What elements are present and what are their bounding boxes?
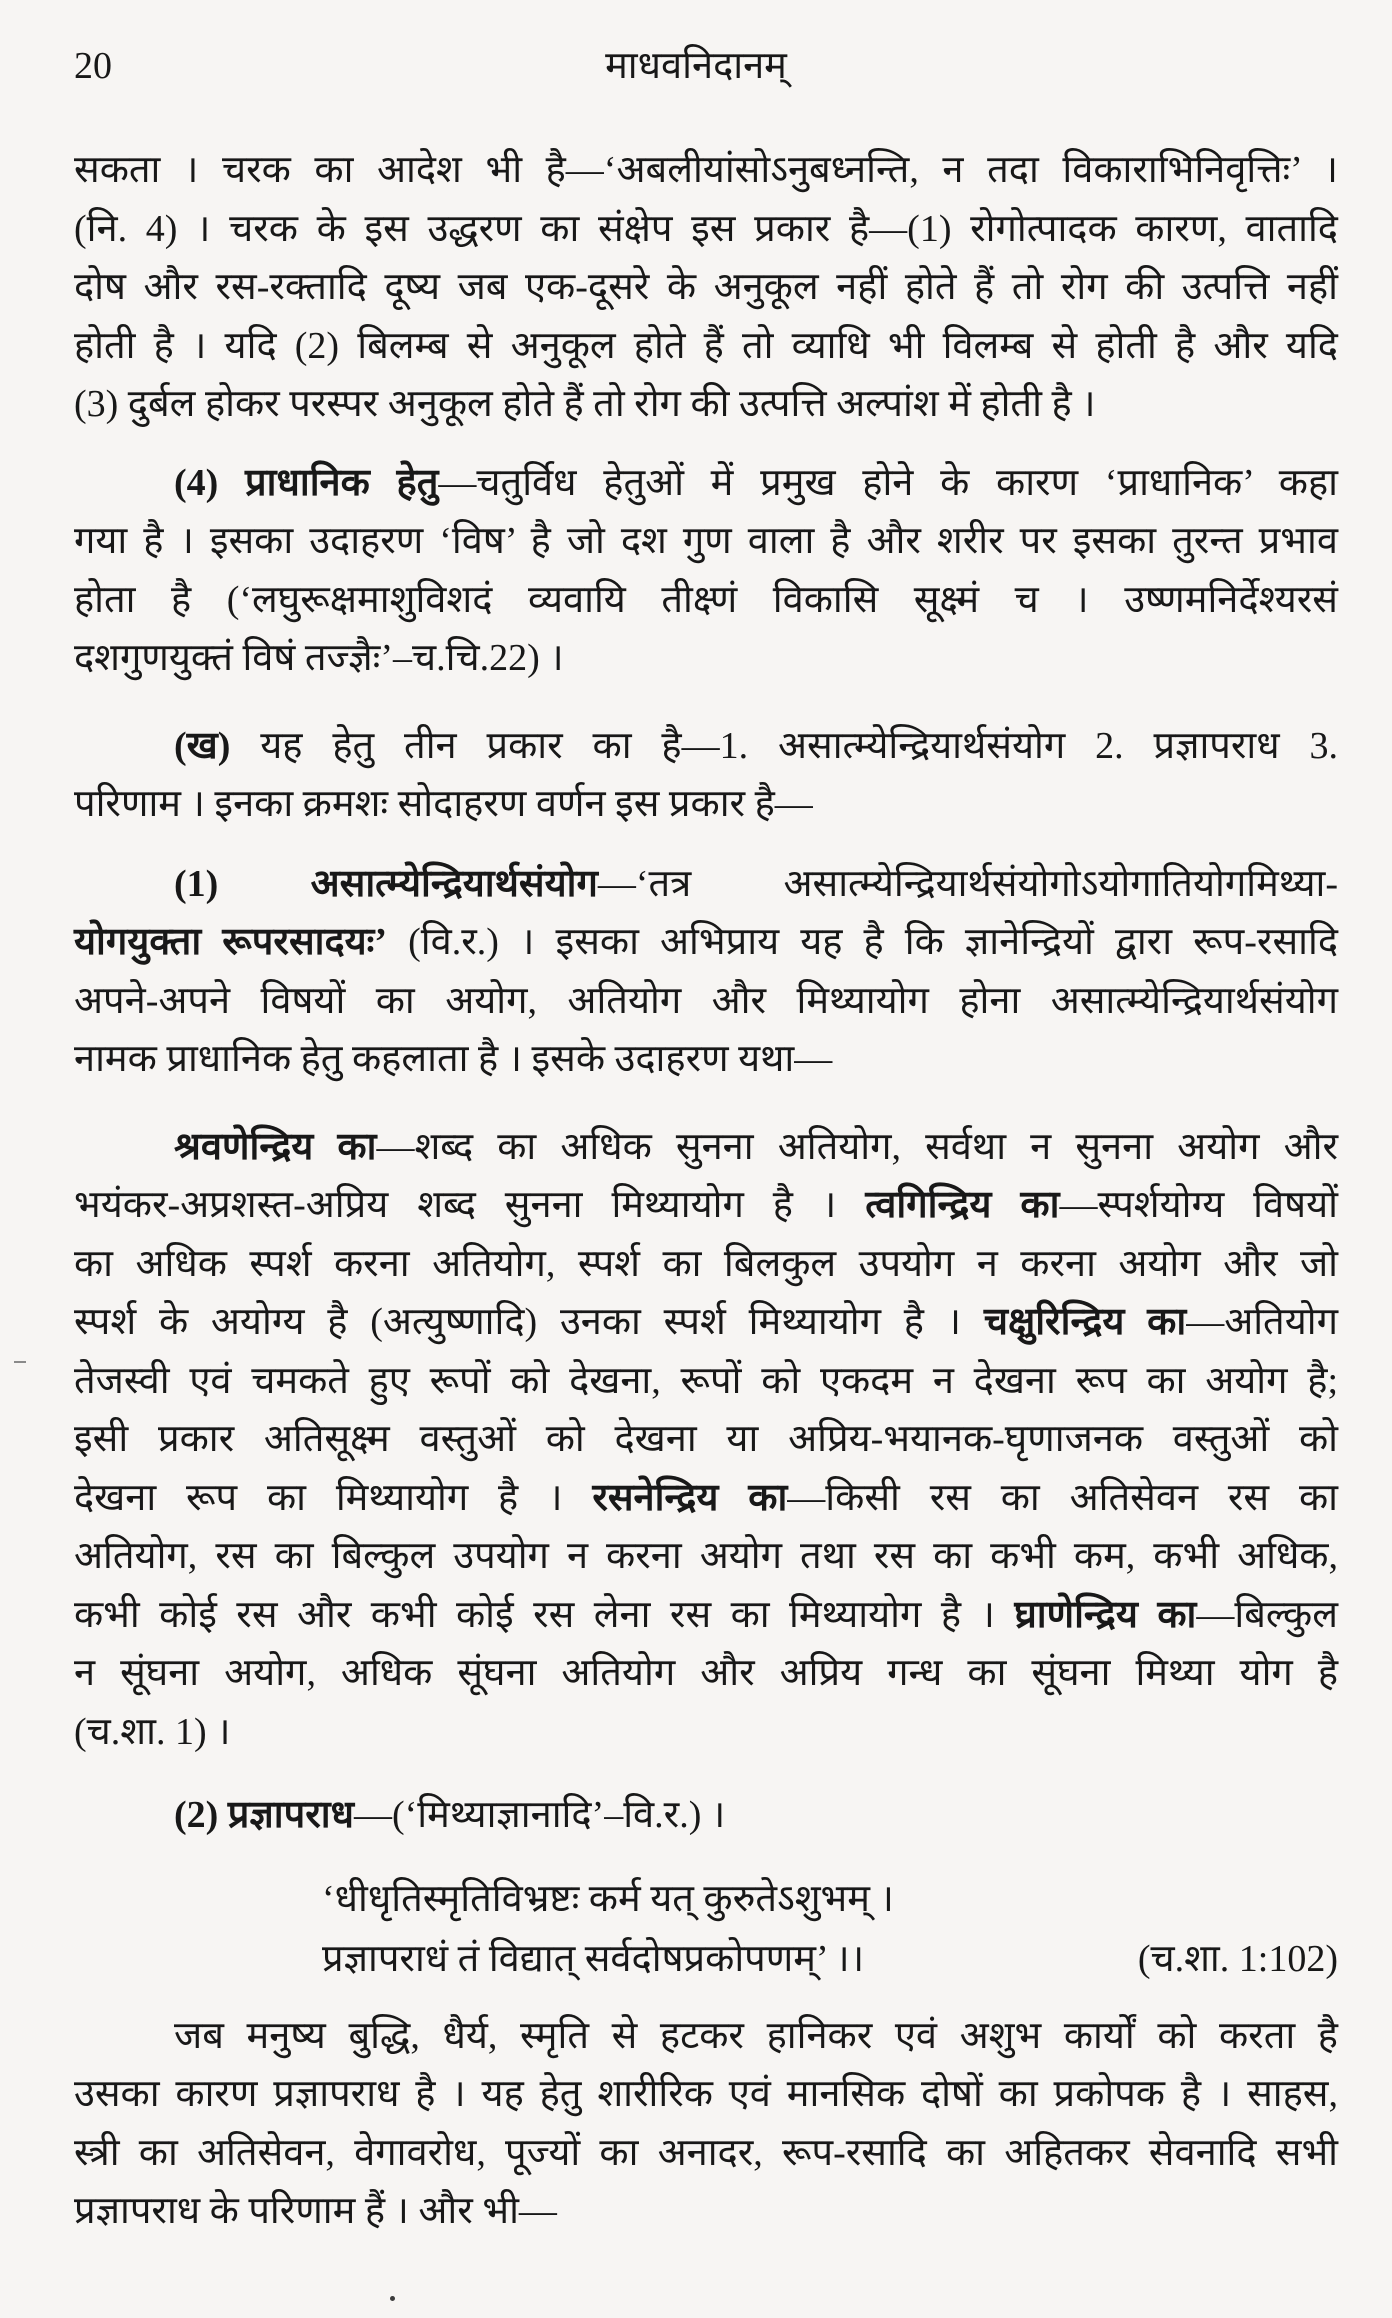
bold-term: चक्षुरिन्द्रिय का (983, 1301, 1187, 1343)
text-line (74, 1293, 1338, 1352)
page-body (74, 141, 1338, 2241)
text-segment: —बिल्कुल (1196, 1593, 1338, 1636)
text-segment: स्पर्श के अयोग्य है (अत्युष्णादि) उनका स्पर्श मिथ्यायोग है । (74, 1301, 984, 1343)
text-line: जब मनुष्य बुद्धि, धैर्य, स्मृति से हटकर हानिकर एवं अशुभ कार्यों को करता है (174, 2014, 1338, 2057)
page-header (0, 37, 1392, 95)
text-segment: —किसी रस का अतिसेवन रस का (787, 1476, 1338, 1519)
paragraph-kha (74, 717, 1338, 834)
bold-term: योगयुक्ता रूपरसादयः’ (74, 921, 388, 963)
text-segment: —अतियोग (1186, 1301, 1338, 1343)
text-line: अतियोग, रस का बिल्कुल उपयोग न करना अयोग तथा रस का कभी कम, कभी अधिक, (74, 1535, 1338, 1577)
text-line: स्त्री का अतिसेवन, वेगावरोध, पूज्यों का अनादर, रूप-रसादि का अहितकर सेवनादि सभी (74, 2131, 1338, 2174)
text-line (74, 1176, 1338, 1235)
text-line: (3) दुर्बल होकर परस्पर अनुकूल होते हैं तो रोग की उत्पत्ति अल्पांश में होती है । (74, 383, 1096, 425)
scan-speck (14, 1361, 26, 1363)
verse-line: ‘धीधृतिस्मृतिविभ्रष्टः कर्म यत् कुरुतेऽशुभम् । (322, 1877, 894, 1920)
text-segment: कभी कोई रस और कभी कोई रस लेना रस का मिथ्यायोग है । (74, 1593, 1015, 1636)
text-line (74, 1786, 1338, 1845)
text-line: होता है (‘लघुरूक्षमाशुविशदं व्यवायि तीक्ष्णं विकासि सूक्ष्मं च । उष्णमनिर्देश्यरसं (74, 578, 1338, 621)
bold-heading: (2) प्रज्ञापराध (174, 1794, 354, 1836)
page-number: 20 (74, 45, 112, 87)
text-line (74, 913, 1338, 972)
bold-heading: (4) प्राधानिक हेतु (174, 461, 439, 504)
text-line: अपने-अपने विषयों का अयोग, अतियोग और मिथ्यायोग होना असात्म्येन्द्रियार्थसंयोग (74, 979, 1338, 1022)
text-line (74, 1469, 1338, 1528)
bold-heading: (ख) (174, 724, 231, 767)
text-segment: —(‘मिथ्याज्ञानादि’–वि.र.) । (353, 1794, 726, 1836)
text-line: तेजस्वी एवं चमकते हुए रूपों को देखना, रूपों को एकदम न देखना रूप का अयोग है; (74, 1359, 1338, 1402)
text-segment: —चतुर्विध हेतुओं में प्रमुख होने के कारण ‘प्राधानिक’ कहा (438, 461, 1338, 504)
running-title: माधवनिदानम् (605, 45, 787, 87)
text-line: (नि. 4) । चरक के इस उद्धरण का संक्षेप इस प्रकार है—(1) रोगोत्पादक कारण, वातादि (74, 207, 1338, 250)
verse-quotation (74, 1869, 1338, 1989)
paragraph-asatmyendriyarthasamyoga (74, 855, 1338, 1089)
text-line: परिणाम । इनका क्रमशः सोदाहरण वर्णन इस प्रकार है— (74, 783, 813, 825)
paragraph-explanation (74, 2007, 1338, 2241)
bold-term: श्रवणेन्द्रिय का (174, 1125, 377, 1168)
text-segment: भयंकर-अप्रशस्त-अप्रिय शब्द सुनना मिथ्यायोग है । (74, 1184, 866, 1226)
text-line (74, 454, 1338, 513)
scan-speck (390, 2296, 395, 2301)
text-line (74, 717, 1338, 776)
verse-line (322, 1929, 1338, 1989)
text-line: का अधिक स्पर्श करना अतियोग, स्पर्श का बिलकुल उपयोग न करना अयोग और जो (74, 1242, 1338, 1285)
text-line: प्रज्ञापराध के परिणाम हैं । और भी— (74, 2190, 557, 2232)
text-line (74, 1118, 1338, 1177)
text-segment: (वि.र.) । इसका अभिप्राय यह है कि ज्ञानेन्द्रियों द्वारा रूप-रसादि (387, 921, 1339, 963)
verse-reference: (च.शा. 1:102) (1137, 1937, 1338, 1980)
paragraph-indriya-examples (74, 1118, 1338, 1762)
bold-term: घ्राणेन्द्रिय का (1014, 1593, 1197, 1636)
text-line: दोष और रस-रक्तादि दूष्य जब एक-दूसरे के अनुकूल नहीं होते हैं तो रोग की उत्पत्ति नहीं (74, 266, 1338, 308)
text-line: इसी प्रकार अतिसूक्ष्म वस्तुओं को देखना या अप्रिय-भयानक-घृणाजनक वस्तुओं को (74, 1418, 1338, 1460)
bold-term: रसनेन्द्रिय का (592, 1476, 788, 1519)
text-line: गया है । इसका उदाहरण ‘विष’ है जो दश गुण वाला है और शरीर पर इसका तुरन्त प्रभाव (74, 520, 1338, 562)
text-segment: —स्पर्शयोग्य विषयों (1059, 1184, 1338, 1226)
text-line: सकता । चरक का आदेश भी है—‘अबलीयांसोऽनुबध्नन्ति, न तदा विकाराभिनिवृत्तिः’ । (74, 149, 1338, 191)
text-line: न सूंघना अयोग, अधिक सूंघना अतियोग और अप्रिय गन्ध का सूंघना मिथ्या योग है (74, 1652, 1338, 1694)
bold-heading: (1) असात्म्येन्द्रियार्थसंयोग (174, 862, 598, 905)
paragraph-prajnaparadha (74, 1786, 1338, 1845)
paragraph-continuation (74, 141, 1338, 434)
paragraph-pradhanik-hetu (74, 454, 1338, 688)
verse-line-text: प्रज्ञापराधं तं विद्यात् सर्वदोषप्रकोपणम्’ ।। (322, 1937, 865, 1980)
bold-term: त्वगिन्द्रिय का (865, 1184, 1060, 1226)
text-segment: यह हेतु तीन प्रकार का है—1. असात्म्येन्द्रियार्थसंयोग 2. प्रज्ञापराध 3. (230, 724, 1338, 767)
text-line: (च.शा. 1) । (74, 1710, 231, 1753)
text-segment: देखना रूप का मिथ्यायोग है । (74, 1476, 593, 1519)
text-line: नामक प्राधानिक हेतु कहलाता है । इसके उदाहरण यथा— (74, 1038, 833, 1080)
text-segment: —शब्द का अधिक सुनना अतियोग, सर्वथा न सुनना अयोग और (376, 1125, 1338, 1168)
text-segment: —‘तत्र असात्म्येन्द्रियार्थसंयोगोऽयोगातियोगमिथ्या- (597, 862, 1339, 905)
text-line: दशगुणयुक्तं विषं तज्ज्ञैः’–च.चि.22) । (74, 637, 564, 679)
text-line (74, 855, 1338, 914)
text-line: होती है । यदि (2) बिलम्ब से अनुकूल होते हैं तो व्याधि भी विलम्ब से होती है और यदि (74, 324, 1338, 367)
text-line: उसका कारण प्रज्ञापराध है । यह हेतु शारीरिक एवं मानसिक दोषों का प्रकोपक है । साहस, (74, 2073, 1338, 2115)
text-line (74, 1586, 1338, 1645)
